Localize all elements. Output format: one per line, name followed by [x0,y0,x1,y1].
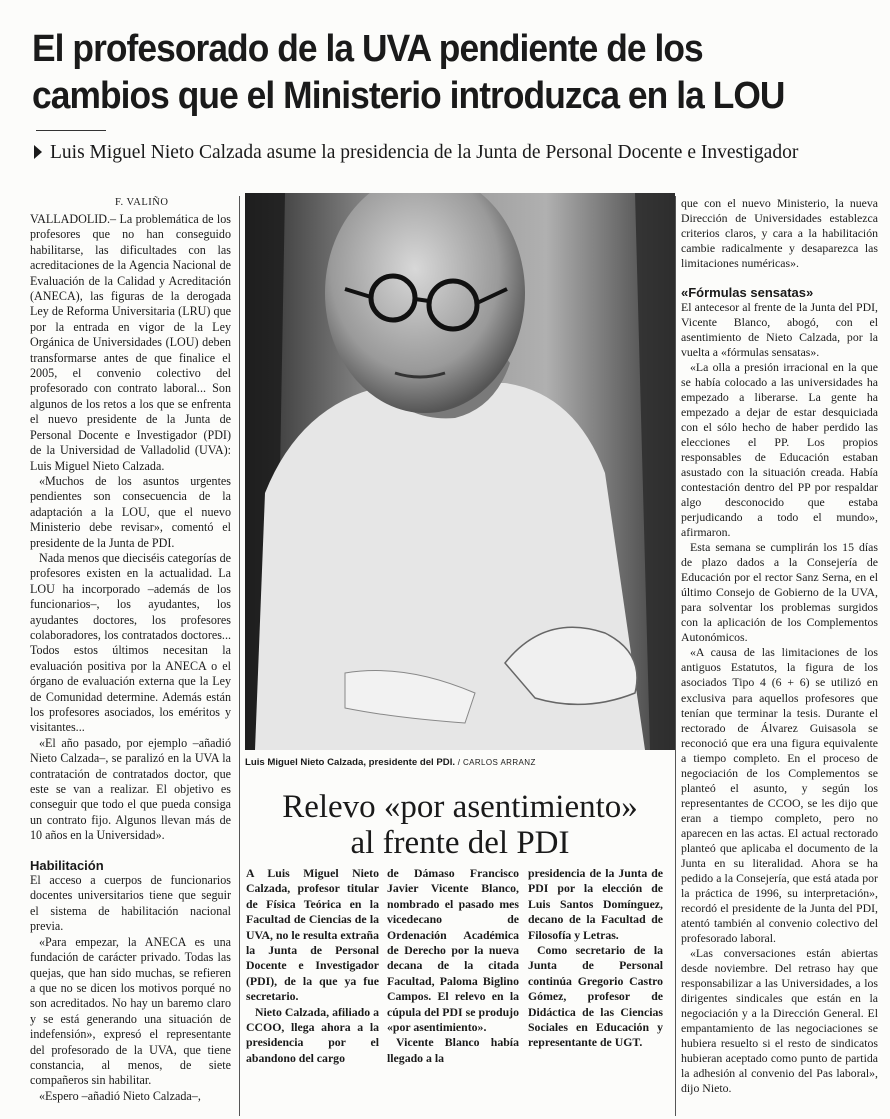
inset-title-line-2: al frente del PDI [350,825,570,861]
photo-credit: / CARLOS ARRANZ [457,758,536,767]
column-divider [675,196,676,1116]
paragraph: Vicente Blanco había llegado a la [387,1035,519,1065]
paragraph: «Para empezar, la ANECA es una fundación de carácter privado. Todas las quejas, que han sido muchas, se refieren a que no se dicen los motivos porqué no son acreditados. No hay un baremo claro y se está generando una situación de indefensión», expresó el representante del profesorado de la UVA, que tiene constancia, al menos, de siete compañeros sin habilitar. [30,934,231,1088]
paragraph: Como secretario de la Junta de Personal continúa Gregorio Castro Gómez, profesor de Didáctica de las Ciencias Sociales en Educación y representante de UGT. [528,943,663,1050]
paragraph: «Muchos de los asuntos urgentes pendientes son consecuencia de la adaptación a la LOU, que el nuevo Ministerio debe revisar», comentó el presidente de la Junta de PDI. [30,473,231,550]
paragraph: «El año pasado, por ejemplo –añadió Nieto Calzada–, se paralizó en la UVA la contratación de contratados doctor, que este se van a realizar. El objetivo es conseguir que todo el que pueda consiga un contrato fijo. Algunos llevan más de 10 años en la Universidad». [30,735,231,843]
paragraph: VALLADOLID.– La problemática de los profesores que no han conseguido habilitarse, las dificultades con las acreditaciones de la Agencia Nacional de Evaluación de la Calidad y Acreditación (ANECA), las figuras de la derogada Ley de Reforma Universitaria (LRU) que por la entrada en vigor de la Ley Orgánica de Universidades (LOU) deben transformarse antes de que finalice el 2005, el convenio colectivo del profesorado con contrato laboral... Son algunos de los retos a los que se enfrenta el nuevo presidente de la Junta de Personal Docente e Investigador (PDI) de la Universidad de Valladolid (UVA): Luis Miguel Nieto Calzada. [30,212,231,473]
paragraph: Nieto Calzada, afiliado a CCOO, llega ahora a la presidencia por el abandono del cargo [246,1004,379,1065]
paragraph: «A causa de las limitaciones de los antiguos Estatutos, la figura de los asociados Tipo 4 (6 + 6) se utilizó en exclusiva para aquellos profesores que tenían que terminar la tesis. Durante el rectorado de Álvarez Guisasola se reconoció que era una figura equivalente a tiempo completo. En el proceso de negociación de los Complementos se planteó el asunto, y según los representantes de CCOO, se les dijo que eran a tiempo completo, pero no aparecen en las actas. El actual rectorado planteó que aplicaba el documento de la Junta en su literalidad. Ahora se ha pedido a la Consejería, que está atada por la práctica de 1996, su interpretación», recordó el presidente de la Junta del PDI, atentó también al convenio colectivo del profesorado laboral. [681,645,878,945]
inset-column-2 [387,866,519,1066]
column-divider [239,196,240,1116]
inset-title [250,789,670,861]
paragraph: «Las conversaciones están abiertas desde noviembre. Del retraso hay que responsabilizar a las Universidades, a los dirigentes sindicales que están en la negociación y a la Dirección General. El empantamiento de las negociaciones se hubiera resuelto si el resto de sindicatos hubieran aceptado como punto de partida la adhesión al convenio del Pas laboral», dijo Nieto. [681,945,878,1095]
paragraph: Nada menos que dieciséis categorías de profesores existen en la actualidad. La LOU ha incorporado –además de los funcionarios–, los ayudantes, los ayudantes doctores, los profesores colaboradores, los contratados doctores... Todos estos últimos necesitan la evaluación positiva por la ANECA o el órgano de evaluación externa que la Ley de Comunidad determine. Además están los profesores asociados, los eméritos y visitantes... [30,550,231,735]
paragraph: de Dámaso Francisco Javier Vicente Blanco, nombrado el pasado mes vicedecano de Ordenación Académica de Derecho por la nueva decana de la citada Facultad, Paloma Biglino Campos. El relevo en la cúpula del PDI se produjo «por asentimiento». [387,866,519,1035]
paragraph: «La olla a presión irracional en la que se había colocado a las universidades ha empezado a liberarse. La gente ha empezado a dejar de estar desquiciada con el sólo hecho de haber perdido las elecciones el PP. Los propios responsables de Educación estaban asustado con la situación creada. Había contestación dentro del PP por respaldar algo desconocido que estaba perjudicando a todo el mundo», afirmaron. [681,360,878,540]
headline [32,26,824,120]
headline-line-2: cambios que el Ministerio introduzca en la LOU [32,75,785,117]
triangle-bullet-icon [34,145,42,159]
photo-caption [245,757,536,768]
headline-line-1: El profesorado de la UVA pendiente de los [32,28,703,70]
paragraph: presidencia de la Junta de PDI por la elección de Luis Santos Domínguez, decano de la Facultad de Filosofía y Letras. [528,866,663,942]
paragraph: A Luis Miguel Nieto Calzada, profesor titular de Física Teórica en la Facultad de Ciencias de la UVA, no le resulta extraña la Junta de Personal Docente e Investigador (PDI), de la que ya fue secretario. [246,866,379,1004]
subheadline [34,142,884,164]
article-column-4 [681,196,878,1096]
subheadline-text: Luis Miguel Nieto Calzada asume la presidencia de la Junta de Personal Docente e Investigador [50,142,799,163]
section-heading-formulas-sensatas: «Fórmulas sensatas» [681,285,814,301]
paragraph: El antecesor al frente de la Junta del PDI, Vicente Blanco, abogó, con el asentimiento de Nieto Calzada, por la vuelta a «fórmulas sensatas». [681,300,878,360]
article-column-1 [30,212,231,1104]
inset-title-line-1: Relevo «por asentimiento» [282,789,638,825]
photo-caption-text: Luis Miguel Nieto Calzada, presidente del PDI. [245,757,456,768]
paragraph: que con el nuevo Ministerio, la nueva Dirección de Universidades establezca criterios claros, y cara a la habilitación cambie radicalmente y desaparezca las limitaciones numéricas». [681,196,878,271]
headline-rule [36,130,106,131]
paragraph: Esta semana se cumplirán los 15 días de plazo dados a la Consejería de Educación por el rector Sanz Serna, en el último Consejo de Gobierno de la UVA, para solventar los problemas surgidos con la aplicación de los Complementos Autonómicos. [681,540,878,645]
section-heading-habilitacion: Habilitación [30,857,104,873]
portrait-photo [245,193,675,750]
dateline: VALLADOLID.– [30,212,117,226]
byline: F. VALIÑO [115,197,169,208]
portrait-photo-illustration [245,193,675,750]
paragraph: El acceso a cuerpos de funcionarios docentes universitarios tiene que seguir el sistema de habilitación nacional previa. [30,873,231,934]
inset-column-3 [528,866,663,1051]
paragraph: «Espero –añadió Nieto Calzada–, [39,1088,201,1103]
inset-column-1 [246,866,379,1066]
